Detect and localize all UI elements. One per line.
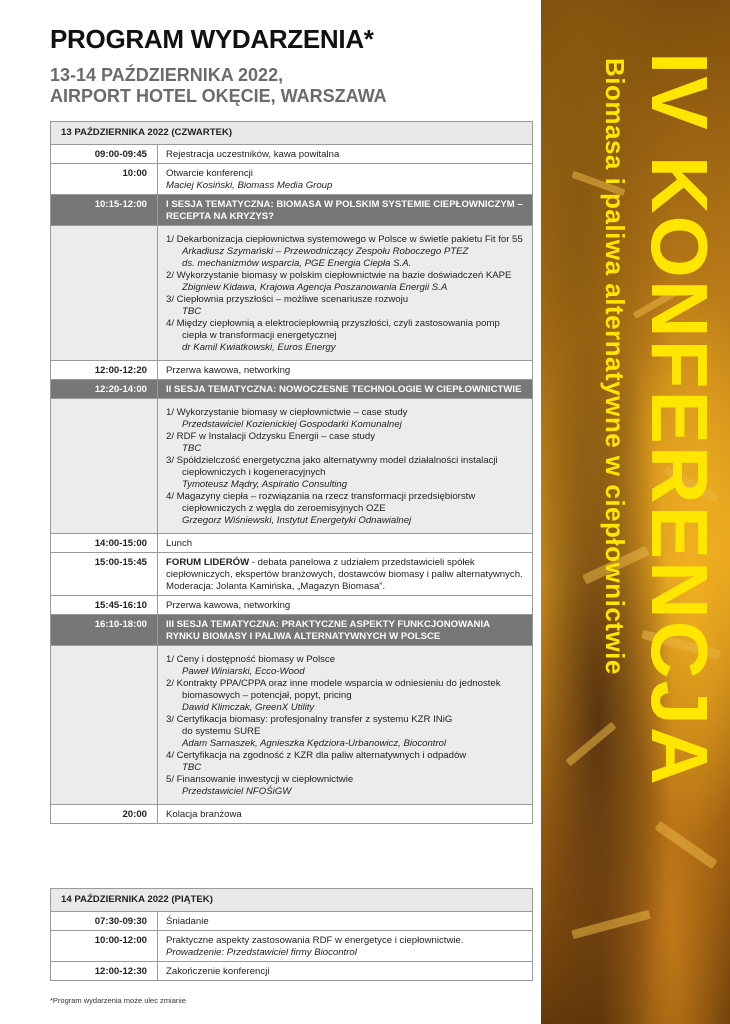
list-item: 3/ Certyfikacja biomasy: profesjonalny transfer z systemu KZR INiG (166, 714, 453, 725)
list-item: 2/ RDF w Instalacji Odzysku Energii – case study (166, 431, 376, 442)
list-item: 5/ Finansowanie inwestycji w ciepłownictwie (166, 774, 354, 785)
speaker: Paweł Winiarski, Ecco-Wood (182, 666, 305, 677)
row-time: 20:00 (51, 805, 158, 824)
session-title: I SESJA TEMATYCZNA: BIOMASA W POLSKIM SYSTEMIE CIEPŁOWNICZYM – RECEPTA NA KRYZYS? (158, 195, 533, 226)
session-row (51, 615, 533, 646)
row-time: 15:45-16:10 (51, 596, 158, 615)
list-item: 3/ Spółdzielczość energetyczna jako alternatywny model działalności instalacji (166, 455, 498, 466)
row-time: 14:00-15:00 (51, 534, 158, 553)
session-time: 16:10-18:00 (51, 615, 158, 646)
conference-tagline: Biomasa i paliwa alternatywne w ciepłownictwie (600, 58, 630, 675)
row-text: Śniadanie (158, 912, 533, 931)
session-items (158, 226, 533, 361)
table-row (51, 361, 533, 380)
session-detail (51, 399, 533, 534)
speaker: dr Kamil Kwiatkowski, Euros Energy (182, 342, 336, 353)
footnote: *Program wydarzenia może ulec zmianie (50, 996, 186, 1005)
list-item: 2/ Kontrakty PPA/CPPA oraz inne modele wsparcia w odniesieniu do jednostek (166, 678, 501, 689)
speaker: TBC (182, 443, 202, 454)
row-text: Przerwa kawowa, networking (158, 596, 533, 615)
row-time: 09:00-09:45 (51, 145, 158, 164)
event-venue: AIRPORT HOTEL OKĘCIE, WARSZAWA (50, 86, 387, 106)
day2-heading: 14 PAŹDZIERNIKA 2022 (PIĄTEK) (51, 889, 533, 912)
list-item-cont: ciepła w transformacji energetycznej (182, 330, 337, 341)
list-item: 1/ Dekarbonizacja ciepłownictwa systemowego w Polsce w świetle pakietu Fit for 55 (166, 234, 523, 245)
table-row (51, 145, 533, 164)
speaker: Arkadiusz Szymański – Przewodniczący Zespołu Roboczego PTEZ (182, 246, 469, 257)
session-time: 12:20-14:00 (51, 380, 158, 399)
list-item: 1/ Wykorzystanie biomasy w ciepłownictwie – case study (166, 407, 408, 418)
forum-title: FORUM LIDERÓW (166, 557, 250, 568)
speaker: Przedstawiciel NFOŚiGW (182, 786, 292, 797)
session-items (158, 399, 533, 534)
session-title: III SESJA TEMATYCZNA: PRAKTYCZNE ASPEKTY FUNKCJONOWANIA RYNKU BIOMASY I PALIWA ALTERNATYWNYCH W POLSCE (158, 615, 533, 646)
table-row (51, 805, 533, 824)
list-item: 3/ Ciepłownia przyszłości – możliwe scenariusze rozwoju (166, 294, 409, 305)
row-text: - debata panelowa z udziałem przedstawicieli spółek ciepłowniczych, ekspertów branżowych, dostawców biomasy i paliw alternatywnych. Moderacja: Jolanta Kamińska, „Magazyn Biomasa”. (166, 557, 523, 592)
speaker: TBC (182, 306, 202, 317)
row-text: Przerwa kawowa, networking (158, 361, 533, 380)
row-desc (158, 553, 533, 596)
row-text: Rejestracja uczestników, kawa powitalna (158, 145, 533, 164)
list-item: 2/ Wykorzystanie biomasy w polskim ciepłownictwie na bazie doświadczeń KAPE (166, 270, 512, 281)
table-row (51, 553, 533, 596)
empty-cell (51, 226, 158, 361)
session-detail (51, 646, 533, 805)
conference-title: IV KONFERENCJA (635, 52, 724, 787)
event-date: 13-14 PAŹDZIERNIKA 2022, (50, 65, 284, 85)
row-text: Praktyczne aspekty zastosowania RDF w energetyce i ciepłownictwie. (166, 935, 464, 946)
row-text: Zakończenie konferencji (158, 962, 533, 981)
day2-table (50, 888, 533, 981)
table-row (51, 596, 533, 615)
list-item-cont: biomasowych – potencjał, popyt, pricing (182, 690, 352, 701)
row-text: Otwarcie konferencji (166, 168, 253, 179)
row-time: 15:00-15:45 (51, 553, 158, 596)
row-time: 10:00 (51, 164, 158, 195)
list-item-cont: ciepłowniczych z węgla do zeroemisyjnych OZE (182, 503, 386, 514)
row-text: Lunch (158, 534, 533, 553)
table-row (51, 962, 533, 981)
speaker: ds. mechanizmów wsparcia, PGE Energia Ciepła S.A. (182, 258, 412, 269)
list-item: 4/ Magazyny ciepła – rozwiązania na rzecz transformacji przedsiębiorstw (166, 491, 476, 502)
table-row (51, 931, 533, 962)
page-title: PROGRAM WYDARZENIA* (50, 24, 374, 54)
session-row (51, 195, 533, 226)
list-item: 1/ Ceny i dostępność biomasy w Polsce (166, 654, 336, 665)
row-text: Kolacja branżowa (158, 805, 533, 824)
session-detail (51, 226, 533, 361)
row-time: 10:00-12:00 (51, 931, 158, 962)
speaker: Adam Sarnaszek, Agnieszka Kędziora-Urbanowicz, Biocontrol (182, 738, 447, 749)
speaker: TBC (182, 762, 202, 773)
table-row (51, 164, 533, 195)
row-speaker: Maciej Kosiński, Biomass Media Group (166, 180, 333, 191)
empty-cell (51, 646, 158, 805)
day1-heading: 13 PAŹDZIERNIKA 2022 (CZWARTEK) (51, 122, 533, 145)
speaker: Grzegorz Wiśniewski, Instytut Energetyki Odnawialnej (182, 515, 412, 526)
row-time: 07:30-09:30 (51, 912, 158, 931)
row-time: 12:00-12:20 (51, 361, 158, 380)
row-desc (158, 164, 533, 195)
table-row (51, 534, 533, 553)
empty-cell (51, 399, 158, 534)
list-item-cont: ciepłowniczych i kogeneracyjnych (182, 467, 326, 478)
session-time: 10:15-12:00 (51, 195, 158, 226)
session-items (158, 646, 533, 805)
list-item: 4/ Certyfikacja na zgodność z KZR dla paliw alternatywnych i odpadów (166, 750, 467, 761)
list-item: 4/ Między ciepłownią a elektrociepłownią przyszłości, czyli zastosowania pomp (166, 318, 500, 329)
speaker: Dawid Klimczak, GreenX Utility (182, 702, 315, 713)
row-desc (158, 931, 533, 962)
banner-image (541, 0, 730, 1024)
session-title: II SESJA TEMATYCZNA: NOWOCZESNE TECHNOLOGIE W CIEPŁOWNICTWIE (158, 380, 533, 399)
session-row (51, 380, 533, 399)
banner-text-group (541, 0, 730, 1024)
speaker: Zbigniew Kidawa, Krajowa Agencja Poszanowania Energii S.A (182, 282, 448, 293)
speaker: Przedstawiciel Kozienickiej Gospodarki Komunalnej (182, 419, 402, 430)
row-time: 12:00-12:30 (51, 962, 158, 981)
table-row (51, 912, 533, 931)
speaker: Tymoteusz Mądry, Aspiratio Consulting (182, 479, 348, 490)
row-speaker: Prowadzenie: Przedstawiciel firmy Biocontrol (166, 947, 357, 958)
event-subtitle (50, 65, 387, 107)
list-item-cont: do systemu SURE (182, 726, 261, 737)
day1-table (50, 121, 533, 824)
